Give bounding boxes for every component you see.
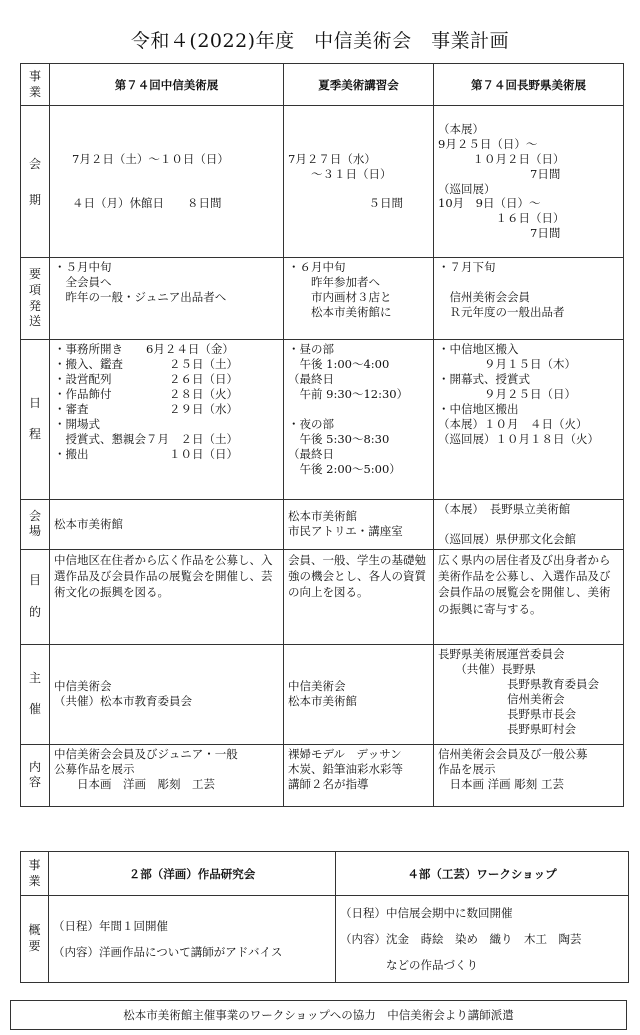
text-line: 午後 2:00～5:00） <box>288 461 401 476</box>
text-line: 中信美術会 <box>54 679 112 694</box>
text-line: 信州美術会会員及び一般公募 <box>438 746 588 761</box>
table-cell <box>434 500 624 550</box>
text-line: （内容）洋画作品について講師がアドバイス <box>53 945 283 959</box>
text-line <box>438 517 619 532</box>
text-line: （巡回展） <box>438 181 496 196</box>
text-line: ９月２５日（日） <box>438 386 576 401</box>
table-cell <box>336 896 629 983</box>
table-cell <box>50 340 284 500</box>
text-line: 全会員へ <box>54 274 112 289</box>
row-label <box>21 644 50 744</box>
text-line: ４日（月）休館日 ８日間 <box>72 196 222 211</box>
text-line: （本展）１０月 ４日（火） <box>438 416 588 431</box>
text-line: ・６月中旬 <box>288 260 346 274</box>
text-line: 信州美術会 <box>438 691 565 706</box>
text-line: 中信美術会 <box>288 679 346 694</box>
text-line: 信州美術会会員 <box>438 289 530 304</box>
table-cell <box>284 549 434 644</box>
footer-note: 松本市美術館主催事業のワークショップへの協力 中信美術会より講師派遣 <box>10 1000 627 1030</box>
text-line: 公募作品を展示 <box>54 761 135 776</box>
table-cell <box>50 549 284 644</box>
col-header: 夏季美術講習会 <box>284 64 434 106</box>
text-line: 場 <box>28 524 41 539</box>
text-line: 日 <box>28 396 41 411</box>
col-header: ４部（工芸）ワークショップ <box>336 852 629 896</box>
text-line: 昨年の一般・ジュニア出品者へ <box>54 289 227 304</box>
table-cell <box>284 258 434 340</box>
text-line: 午後 5:30～8:30 <box>288 431 390 446</box>
col-header: ２部（洋画）作品研究会 <box>49 852 336 896</box>
table-cell <box>50 644 284 744</box>
text-line <box>72 167 279 182</box>
text-line: 松本市美術館 <box>288 509 357 524</box>
text-line: 7月２７日（水） <box>288 151 376 166</box>
text-line: 長野県教育委員会 <box>438 676 599 691</box>
text-line: 発 <box>28 298 41 313</box>
text-line: 作品を展示 <box>438 761 496 776</box>
table-cell <box>434 106 624 258</box>
text-line: ～３１日（日） <box>288 166 392 181</box>
table-cell <box>284 106 434 258</box>
table-cell <box>434 549 624 644</box>
text-line: 催 <box>28 702 41 717</box>
text-line: 講師２名が指導 <box>288 776 369 791</box>
table-cell <box>434 644 624 744</box>
text-line: （日程）中信展会期中に数回開催 <box>340 906 513 920</box>
text-line: などの作品づくり <box>340 958 478 972</box>
text-line: ・中信地区搬出 <box>438 401 519 416</box>
table-cell <box>50 744 284 806</box>
corner-cell <box>21 64 50 106</box>
text-line: （本展） 長野県立美術館 <box>438 502 571 516</box>
text-line: ９月１５日（木） <box>438 356 576 371</box>
text-line: 7日間 <box>438 226 561 241</box>
table-cell <box>434 744 624 806</box>
text-line: 午後 1:00～4:00 <box>288 356 390 371</box>
text-line: ・昼の部 <box>288 342 334 356</box>
table-cell <box>284 644 434 744</box>
table-cell <box>284 500 434 550</box>
text-line: （巡回展）県伊那文化会館 <box>438 531 576 546</box>
text-line: （共催）長野県 <box>438 661 536 676</box>
page-title: 令和４(2022)年度 中信美術会 事業計画 <box>130 30 510 52</box>
text-line: 期 <box>28 192 41 207</box>
table-cell <box>50 500 284 550</box>
text-line: ・中信地区搬入 <box>438 342 519 356</box>
workshop-table <box>20 851 629 983</box>
text-line: 長野県市長会 <box>438 706 576 721</box>
text-line: 7日間 <box>438 166 561 181</box>
text-line: 業 <box>28 873 41 888</box>
text-line: 10月 9日（日）～ <box>438 196 541 211</box>
text-line: （共催）松本市教育委員会 <box>54 694 192 709</box>
text-line: 長野県町村会 <box>438 721 576 736</box>
text-line: 会員、一般、学生の基礎勉強の機会とし、各人の資質の向上を図る。 <box>288 552 426 600</box>
text-line: 的 <box>28 604 41 619</box>
col-header: 第７４回中信美術展 <box>50 64 284 106</box>
text-line: ・作品飾付 ２８日（火） <box>54 386 238 401</box>
text-line: ・設営配列 ２６日（日） <box>54 371 238 386</box>
row-label <box>21 258 50 340</box>
text-line: 木炭、鉛筆油彩水彩等 <box>288 761 403 776</box>
row-label <box>21 896 49 983</box>
text-line: 事 <box>28 68 41 83</box>
text-line: 日本画 洋画 彫刻 工芸 <box>54 776 215 791</box>
text-line: 中信地区在住者から広く作品を公募し、入選作品及び会員作品の展覧会を開催し、芸術文化の振興を図る。 <box>54 552 273 600</box>
text-line: 日本画 洋画 彫刻 工芸 <box>438 776 564 791</box>
text-line: （本展） <box>438 121 484 136</box>
table-cell <box>434 340 624 500</box>
text-line: 中信美術会会員及びジュニア・一般 <box>54 746 238 761</box>
text-line <box>288 182 429 197</box>
text-line: ・開場式 <box>54 416 100 431</box>
text-line: 程 <box>28 427 41 442</box>
text-line: 会 <box>28 156 41 171</box>
text-line: 市民アトリエ・講座室 <box>288 524 403 539</box>
text-line: １０月２日（日） <box>438 151 565 166</box>
text-line: 要 <box>28 267 41 282</box>
text-line <box>288 402 429 417</box>
text-line: 松本市美術館に <box>288 304 392 319</box>
text-line: 7月２日（土）～１０日（日） <box>72 151 229 166</box>
text-line: 送 <box>28 314 41 329</box>
text-line <box>33 589 37 605</box>
table-cell <box>50 106 284 258</box>
row-label <box>21 106 50 258</box>
text-line: （日程）年間１回開催 <box>53 919 168 933</box>
text-line: ５日間 <box>288 196 403 211</box>
text-line: （最終日 <box>288 446 334 461</box>
text-line: 市内画材３店と <box>288 289 392 304</box>
text-line: ・事務所開き 6月２４日（金） <box>54 342 234 356</box>
text-line: 容 <box>28 775 41 790</box>
row-label <box>21 549 50 644</box>
text-line <box>33 412 37 428</box>
text-line: 広く県内の居住者及び出身者から美術作品を公募し、入選作品及び会員作品の展覧会を開催し、美術の振興に寄与する。 <box>438 552 611 616</box>
text-line <box>438 275 619 290</box>
row-label <box>21 500 50 550</box>
text-line: 概 <box>28 923 41 938</box>
plan-table <box>20 63 624 807</box>
text-line: ・開幕式、授賞式 <box>438 371 530 386</box>
row-label <box>21 340 50 500</box>
text-line: 午前 9:30～12:30） <box>288 386 409 401</box>
table-cell <box>50 258 284 340</box>
text-line: 業 <box>28 84 41 99</box>
table-cell <box>49 896 336 983</box>
text-line: 主 <box>28 670 41 685</box>
text-line: 目 <box>28 573 41 588</box>
text-line: 要 <box>28 939 41 953</box>
text-line <box>33 687 37 703</box>
corner-cell <box>21 852 49 896</box>
text-line: ・搬出 １０日（日） <box>54 446 238 461</box>
text-line: （巡回展）１０月１８日（火） <box>438 431 599 446</box>
table-cell <box>284 744 434 806</box>
text-line: （最終日 <box>288 371 334 386</box>
text-line: 9月２５日（日）～ <box>438 136 538 151</box>
text-line: ・５月中旬 <box>54 260 112 274</box>
text-line: Ｒ元年度の一般出品者 <box>438 304 565 319</box>
text-line: 昨年参加者へ <box>288 274 380 289</box>
text-line: 項 <box>28 282 41 297</box>
table-cell <box>284 340 434 500</box>
row-label <box>21 744 50 806</box>
text-line: ・７月下旬 <box>438 260 496 274</box>
text-line: 松本市美術館 <box>288 694 357 709</box>
text-line: ・夜の部 <box>288 416 334 431</box>
text-line: 松本市美術館 <box>54 516 123 531</box>
text-line: 長野県美術展運営委員会 <box>438 646 565 661</box>
text-line: １６日（日） <box>438 211 565 226</box>
text-line: 会 <box>28 508 41 523</box>
text-line: 内 <box>28 759 41 774</box>
text-line: 授賞式、懇親会７月 ２日（土） <box>54 431 238 446</box>
text-line: （内容）沈金 蒔絵 染め 織り 木工 陶芸 <box>340 932 582 946</box>
col-header: 第７４回長野県美術展 <box>434 64 624 106</box>
text-line <box>72 182 279 197</box>
text-line: 事 <box>28 857 41 872</box>
text-line: 裸婦モデル デッサン <box>288 746 402 761</box>
table-cell <box>434 258 624 340</box>
text-line: ・審査 ２９日（水） <box>54 401 238 416</box>
text-line: ・搬入、鑑査 ２５日（土） <box>54 356 238 371</box>
